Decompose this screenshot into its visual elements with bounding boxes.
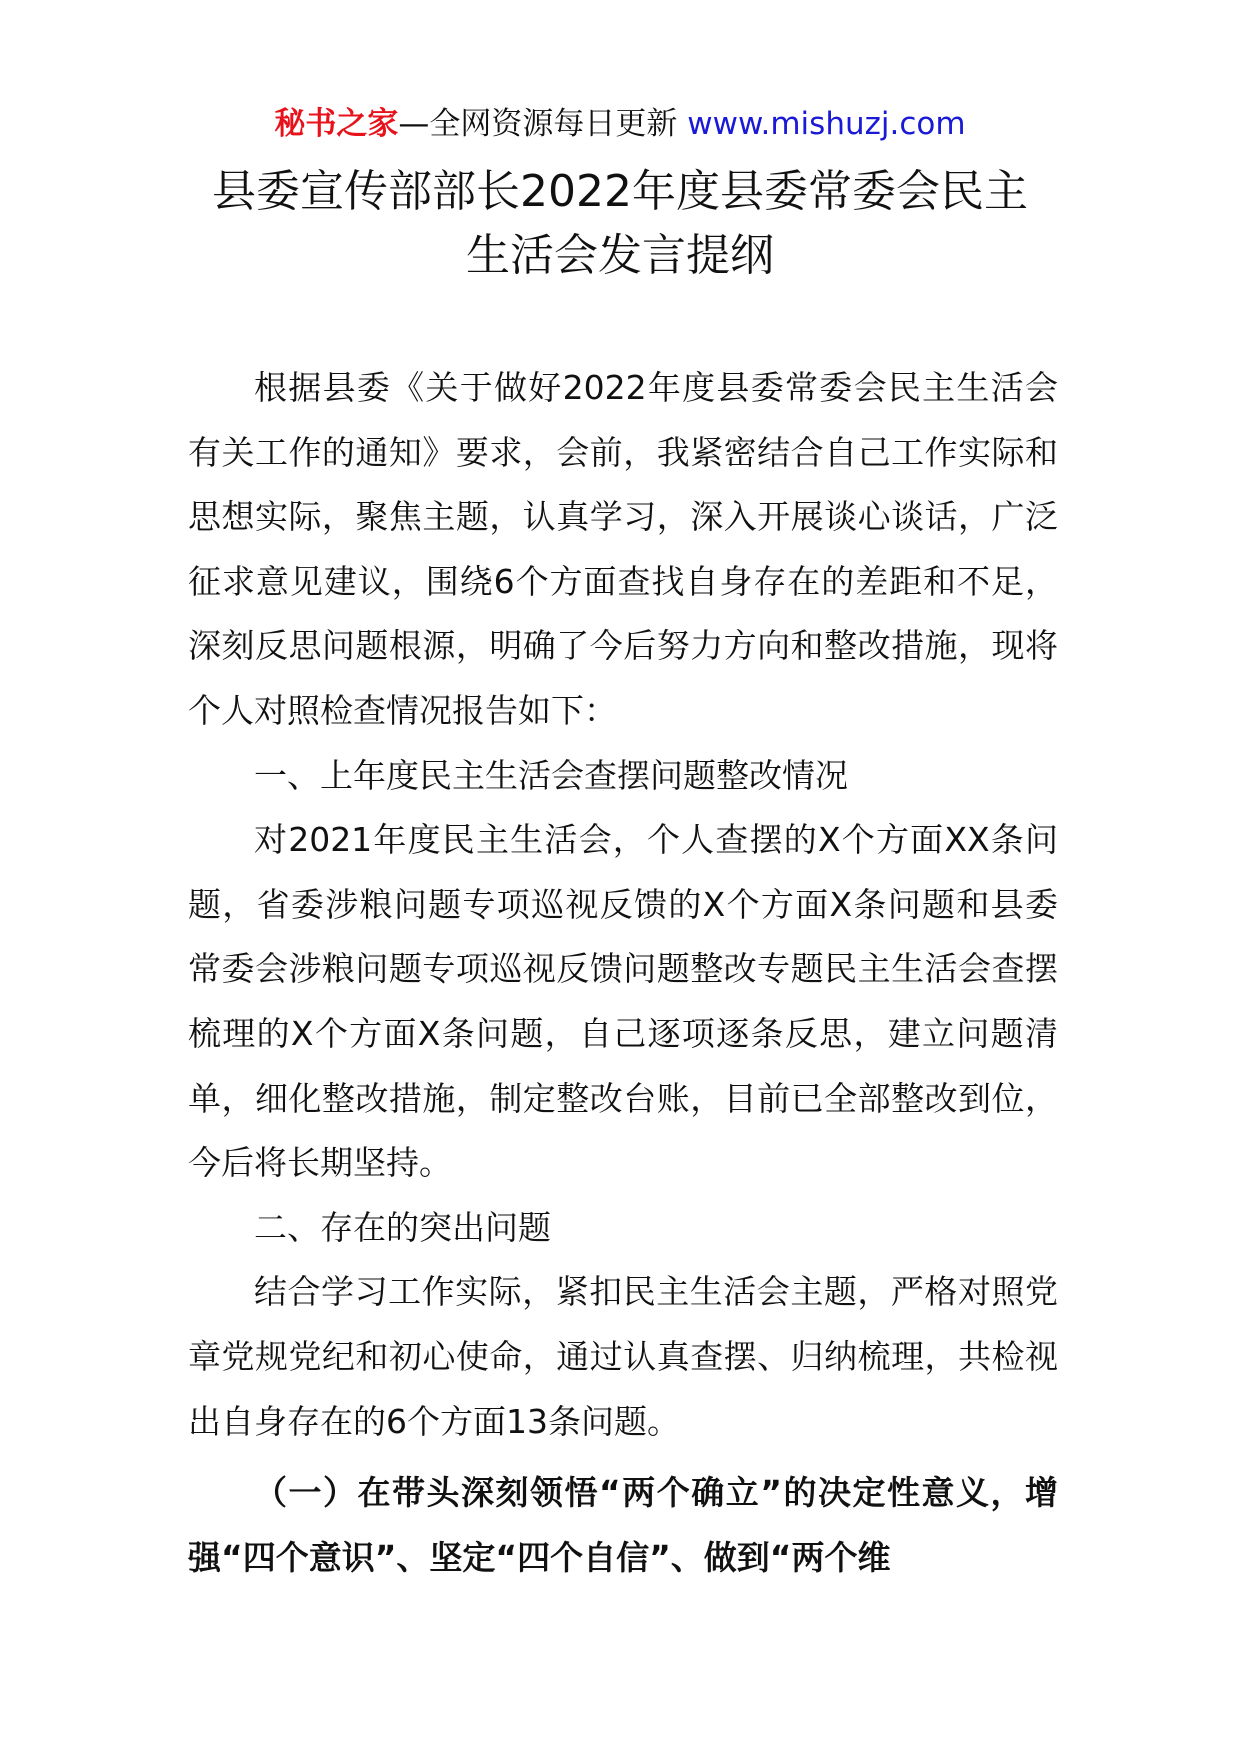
problems-summary-paragraph: 结合学习工作实际，紧扣民主生活会主题，严格对照党章党规党纪和初心使命，通过认真查摆、归纳梳理，共检视出自身存在的6个方面13条问题。 (188, 1272, 1058, 1441)
document-title (150, 160, 1090, 288)
title-line-2: 生活会发言提纲 (466, 230, 774, 281)
section-heading-1: 一、上年度民主生活会查摆问题整改情况 (254, 755, 848, 795)
title-line-1: 县委宣传部部长2022年度县委常委会民主 (212, 166, 1028, 217)
header-slogan: —全网资源每日更新 (398, 106, 678, 142)
intro-paragraph: 根据县委《关于做好2022年度县委常委会民主生活会有关工作的通知》要求，会前，我紧密结合自己工作实际和思想实际，聚焦主题，认真学习，深入开展谈心谈话，广泛征求意见建议，围绕6个方面查找自身存在的差距和不足，深刻反思问题根源，明确了今后努力方向和整改措施，现将个人对照检查情况报告如下： (188, 368, 1058, 730)
document-body (188, 356, 1058, 1590)
site-url-link[interactable]: www.mishuzj.com (687, 106, 966, 142)
brand-name: 秘书之家 (274, 106, 399, 142)
section-heading-2: 二、存在的突出问题 (254, 1207, 551, 1247)
rectification-paragraph: 对2021年度民主生活会，个人查摆的X个方面XX条问题，省委涉粮问题专项巡视反馈的X个方面X条问题和县委常委会涉粮问题专项巡视反馈问题整改专题民主生活会查摆梳理的X个方面X条问题，自己逐项逐条反思，建立问题清单，细化整改措施，制定整改台账，目前已全部整改到位，今后将长期坚持。 (188, 820, 1058, 1183)
site-header (0, 102, 1240, 146)
subsection-heading-1: （一）在带头深刻领悟“两个确立”的决定性意义，增强“四个意识”、坚定“四个自信”、做到“两个维 (188, 1473, 1058, 1578)
